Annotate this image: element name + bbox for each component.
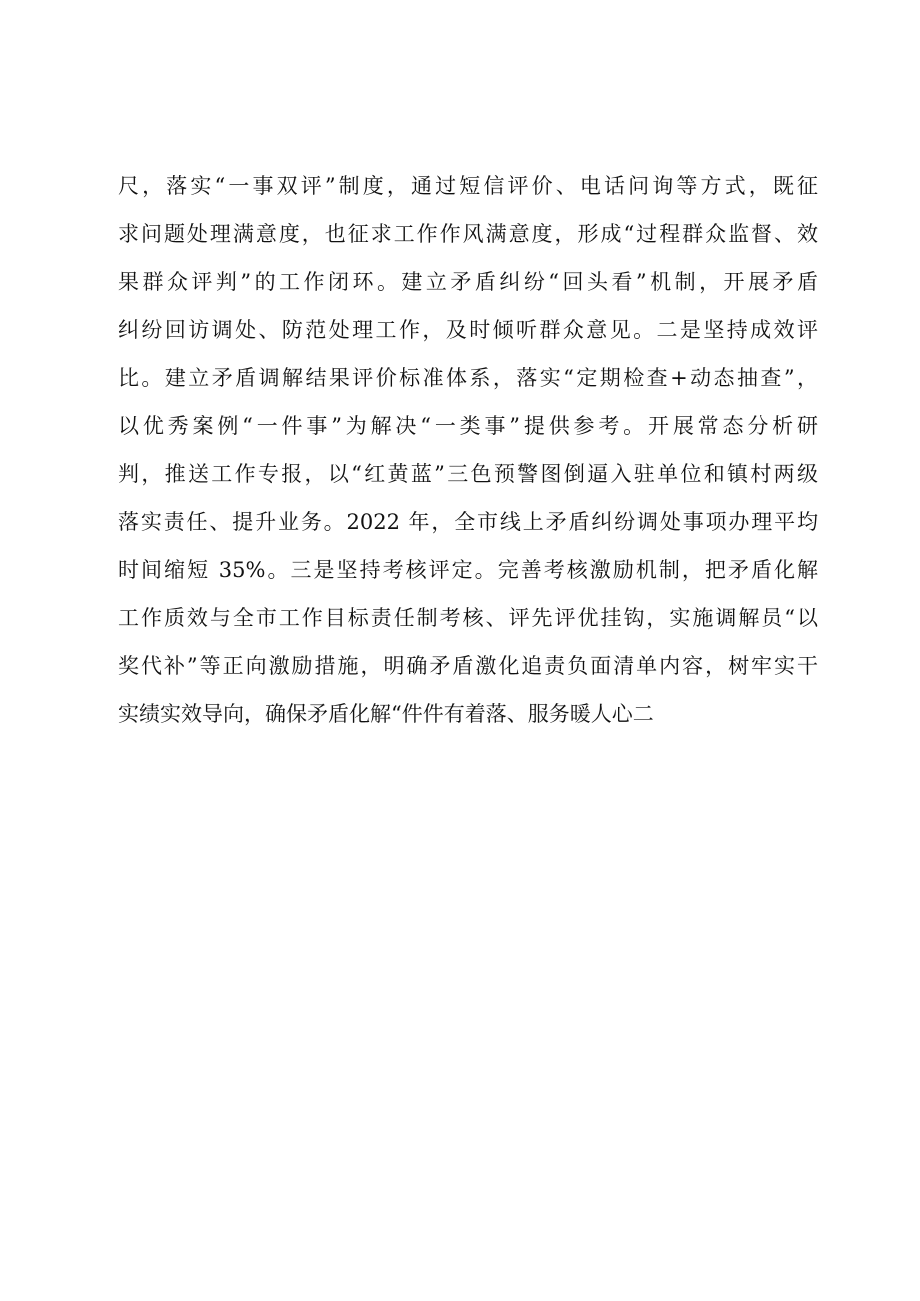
- text-line: 落实责任、提升业务。2022 年，全市线上矛盾纠纷调处事项办理平均: [118, 510, 818, 534]
- text-line: 时间缩短 35%。三是坚持考核评定。完善考核激励机制，把矛盾化解: [118, 558, 818, 582]
- text-line: 果群众评判”的工作闭环。建立矛盾纠纷“回头看”机制，开展矛盾: [118, 270, 818, 294]
- text-line: 判，推送工作专报，以“红黄蓝”三色预警图倒逼入驻单位和镇村两级: [118, 462, 818, 486]
- text-line: 纠纷回访调处、防范处理工作，及时倾听群众意见。二是坚持成效评: [118, 318, 818, 342]
- text-line: 工作质效与全市工作目标责任制考核、评先评优挂钩，实施调解员“以: [118, 606, 818, 630]
- body-paragraph: [118, 162, 818, 738]
- text-line: 尺，落实“一事双评”制度，通过短信评价、电话问询等方式，既征: [118, 174, 818, 198]
- text-line: 以优秀案例“一件事”为解决“一类事”提供参考。开展常态分析研: [118, 414, 818, 438]
- text-line: 奖代补”等正向激励措施，明确矛盾激化追责负面清单内容，树牢实干: [118, 654, 818, 678]
- text-line: 求问题处理满意度，也征求工作作风满意度，形成“过程群众监督、效: [118, 222, 818, 246]
- text-line: 比。建立矛盾调解结果评价标准体系，落实“定期检查+动态抽查”，: [118, 366, 818, 390]
- text-line: 实绩实效导向，确保矛盾化解“件件有着落、服务暖人心二: [118, 702, 654, 726]
